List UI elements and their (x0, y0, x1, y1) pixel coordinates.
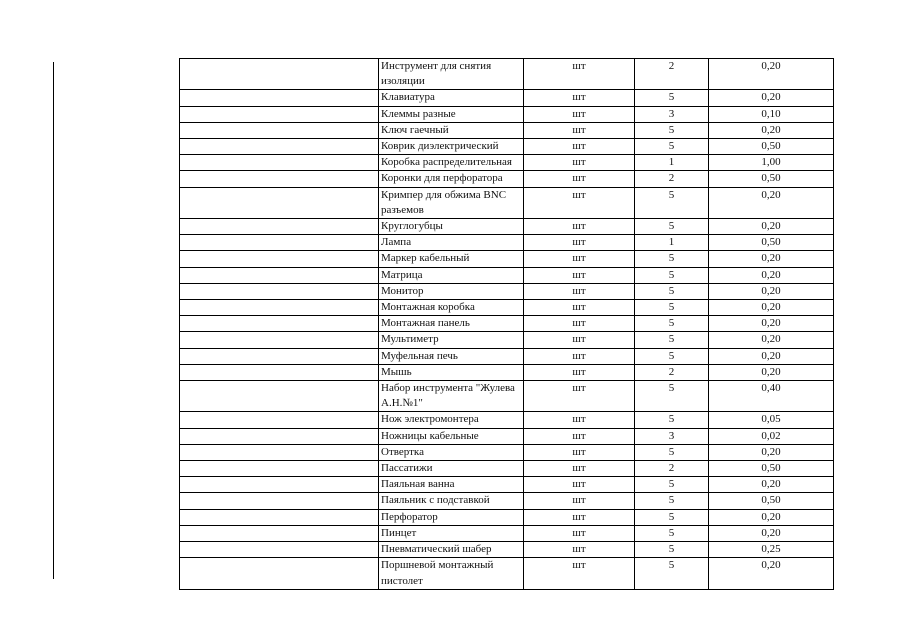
rate-cell: 0,20 (709, 558, 834, 589)
rate-cell: 0,02 (709, 428, 834, 444)
table-row (180, 558, 834, 589)
table-row (180, 364, 834, 380)
item-name-cell: Пинцет (379, 525, 524, 541)
unit-cell: шт (524, 477, 635, 493)
quantity-cell: 1 (635, 155, 709, 171)
table-row (180, 300, 834, 316)
empty-cell (180, 267, 379, 283)
item-name-cell: Матрица (379, 267, 524, 283)
item-name-cell: Поршневой монтажный пистолет (379, 558, 524, 589)
unit-cell: шт (524, 251, 635, 267)
table-row (180, 106, 834, 122)
table-row (180, 316, 834, 332)
unit-cell: шт (524, 90, 635, 106)
table-row (180, 187, 834, 218)
quantity-cell: 3 (635, 106, 709, 122)
unit-cell: шт (524, 139, 635, 155)
item-name-cell: Монтажная коробка (379, 300, 524, 316)
unit-cell: шт (524, 493, 635, 509)
table-row (180, 219, 834, 235)
empty-cell (180, 542, 379, 558)
table-row (180, 412, 834, 428)
rate-cell: 0,20 (709, 332, 834, 348)
rate-cell: 0,20 (709, 300, 834, 316)
item-name-cell: Коробка распределительная (379, 155, 524, 171)
empty-cell (180, 235, 379, 251)
rate-cell: 0,20 (709, 219, 834, 235)
unit-cell: шт (524, 187, 635, 218)
item-name-cell: Отвертка (379, 444, 524, 460)
item-name-cell: Ножницы кабельные (379, 428, 524, 444)
quantity-cell: 5 (635, 122, 709, 138)
rate-cell: 0,50 (709, 235, 834, 251)
quantity-cell: 5 (635, 477, 709, 493)
rate-cell: 0,20 (709, 267, 834, 283)
item-name-cell: Клавиатура (379, 90, 524, 106)
item-name-cell: Мышь (379, 364, 524, 380)
quantity-cell: 5 (635, 219, 709, 235)
rate-cell: 0,20 (709, 444, 834, 460)
quantity-cell: 5 (635, 381, 709, 412)
rate-cell: 0,20 (709, 477, 834, 493)
unit-cell: шт (524, 106, 635, 122)
empty-cell (180, 348, 379, 364)
item-name-cell: Монитор (379, 283, 524, 299)
empty-cell (180, 219, 379, 235)
unit-cell: шт (524, 381, 635, 412)
empty-cell (180, 59, 379, 90)
rate-cell: 0,10 (709, 106, 834, 122)
page-margin-line (53, 62, 54, 579)
item-name-cell: Пневматический шабер (379, 542, 524, 558)
item-name-cell: Клеммы разные (379, 106, 524, 122)
item-name-cell: Монтажная панель (379, 316, 524, 332)
unit-cell: шт (524, 542, 635, 558)
empty-cell (180, 171, 379, 187)
empty-cell (180, 300, 379, 316)
quantity-cell: 1 (635, 235, 709, 251)
table-row (180, 477, 834, 493)
quantity-cell: 5 (635, 412, 709, 428)
empty-cell (180, 139, 379, 155)
rate-cell: 0,20 (709, 509, 834, 525)
rate-cell: 0,20 (709, 364, 834, 380)
empty-cell (180, 155, 379, 171)
rate-cell: 0,20 (709, 59, 834, 90)
unit-cell: шт (524, 461, 635, 477)
rate-cell: 0,20 (709, 187, 834, 218)
unit-cell: шт (524, 332, 635, 348)
unit-cell: шт (524, 300, 635, 316)
rate-cell: 0,20 (709, 90, 834, 106)
item-name-cell: Перфоратор (379, 509, 524, 525)
rate-cell: 0,05 (709, 412, 834, 428)
empty-cell (180, 122, 379, 138)
quantity-cell: 5 (635, 251, 709, 267)
table-row (180, 122, 834, 138)
empty-cell (180, 412, 379, 428)
item-name-cell: Нож электромонтера (379, 412, 524, 428)
table-row (180, 542, 834, 558)
table-row (180, 59, 834, 90)
empty-cell (180, 381, 379, 412)
quantity-cell: 2 (635, 59, 709, 90)
quantity-cell: 5 (635, 283, 709, 299)
empty-cell (180, 187, 379, 218)
table-row (180, 332, 834, 348)
item-name-cell: Маркер кабельный (379, 251, 524, 267)
unit-cell: шт (524, 283, 635, 299)
table-row (180, 493, 834, 509)
rate-cell: 0,50 (709, 171, 834, 187)
table-row (180, 171, 834, 187)
rate-cell: 0,40 (709, 381, 834, 412)
item-name-cell: Паяльная ванна (379, 477, 524, 493)
equipment-table-body (180, 59, 834, 590)
unit-cell: шт (524, 316, 635, 332)
quantity-cell: 5 (635, 558, 709, 589)
rate-cell: 0,50 (709, 493, 834, 509)
item-name-cell: Муфельная печь (379, 348, 524, 364)
empty-cell (180, 316, 379, 332)
empty-cell (180, 106, 379, 122)
rate-cell: 0,50 (709, 139, 834, 155)
item-name-cell: Кримпер для обжима BNC разъемов (379, 187, 524, 218)
table-row (180, 509, 834, 525)
unit-cell: шт (524, 558, 635, 589)
empty-cell (180, 477, 379, 493)
empty-cell (180, 509, 379, 525)
rate-cell: 0,25 (709, 542, 834, 558)
quantity-cell: 5 (635, 90, 709, 106)
item-name-cell: Паяльник с подставкой (379, 493, 524, 509)
empty-cell (180, 525, 379, 541)
table-row (180, 251, 834, 267)
unit-cell: шт (524, 122, 635, 138)
rate-cell: 0,20 (709, 316, 834, 332)
item-name-cell: Инструмент для снятия изоляции (379, 59, 524, 90)
unit-cell: шт (524, 235, 635, 251)
item-name-cell: Коронки для перфоратора (379, 171, 524, 187)
table-row (180, 267, 834, 283)
rate-cell: 0,20 (709, 348, 834, 364)
unit-cell: шт (524, 364, 635, 380)
empty-cell (180, 332, 379, 348)
empty-cell (180, 90, 379, 106)
rate-cell: 0,20 (709, 525, 834, 541)
item-name-cell: Ключ гаечный (379, 122, 524, 138)
quantity-cell: 5 (635, 316, 709, 332)
unit-cell: шт (524, 171, 635, 187)
quantity-cell: 2 (635, 461, 709, 477)
unit-cell: шт (524, 444, 635, 460)
unit-cell: шт (524, 59, 635, 90)
quantity-cell: 5 (635, 444, 709, 460)
empty-cell (180, 558, 379, 589)
table-row (180, 381, 834, 412)
item-name-cell: Круглогубцы (379, 219, 524, 235)
table-row (180, 235, 834, 251)
unit-cell: шт (524, 219, 635, 235)
unit-cell: шт (524, 267, 635, 283)
rate-cell: 0,20 (709, 283, 834, 299)
item-name-cell: Лампа (379, 235, 524, 251)
rate-cell: 0,20 (709, 122, 834, 138)
table-row (180, 283, 834, 299)
quantity-cell: 5 (635, 493, 709, 509)
empty-cell (180, 251, 379, 267)
table-row (180, 139, 834, 155)
item-name-cell: Пассатижи (379, 461, 524, 477)
unit-cell: шт (524, 348, 635, 364)
quantity-cell: 3 (635, 428, 709, 444)
quantity-cell: 5 (635, 542, 709, 558)
quantity-cell: 5 (635, 332, 709, 348)
quantity-cell: 2 (635, 364, 709, 380)
unit-cell: шт (524, 412, 635, 428)
empty-cell (180, 283, 379, 299)
table-row (180, 155, 834, 171)
empty-cell (180, 428, 379, 444)
rate-cell: 0,50 (709, 461, 834, 477)
rate-cell: 0,20 (709, 251, 834, 267)
empty-cell (180, 364, 379, 380)
table-row (180, 444, 834, 460)
table-row (180, 525, 834, 541)
quantity-cell: 5 (635, 348, 709, 364)
empty-cell (180, 461, 379, 477)
table-row (180, 90, 834, 106)
quantity-cell: 5 (635, 139, 709, 155)
quantity-cell: 5 (635, 509, 709, 525)
quantity-cell: 5 (635, 300, 709, 316)
unit-cell: шт (524, 428, 635, 444)
table-row (180, 348, 834, 364)
empty-cell (180, 444, 379, 460)
quantity-cell: 2 (635, 171, 709, 187)
quantity-cell: 5 (635, 267, 709, 283)
table-row (180, 461, 834, 477)
rate-cell: 1,00 (709, 155, 834, 171)
equipment-table (179, 58, 834, 590)
item-name-cell: Коврик диэлектрический (379, 139, 524, 155)
table-row (180, 428, 834, 444)
item-name-cell: Мультиметр (379, 332, 524, 348)
unit-cell: шт (524, 509, 635, 525)
unit-cell: шт (524, 155, 635, 171)
unit-cell: шт (524, 525, 635, 541)
empty-cell (180, 493, 379, 509)
item-name-cell: Набор инструмента "Жулева А.Н.№1" (379, 381, 524, 412)
quantity-cell: 5 (635, 187, 709, 218)
quantity-cell: 5 (635, 525, 709, 541)
